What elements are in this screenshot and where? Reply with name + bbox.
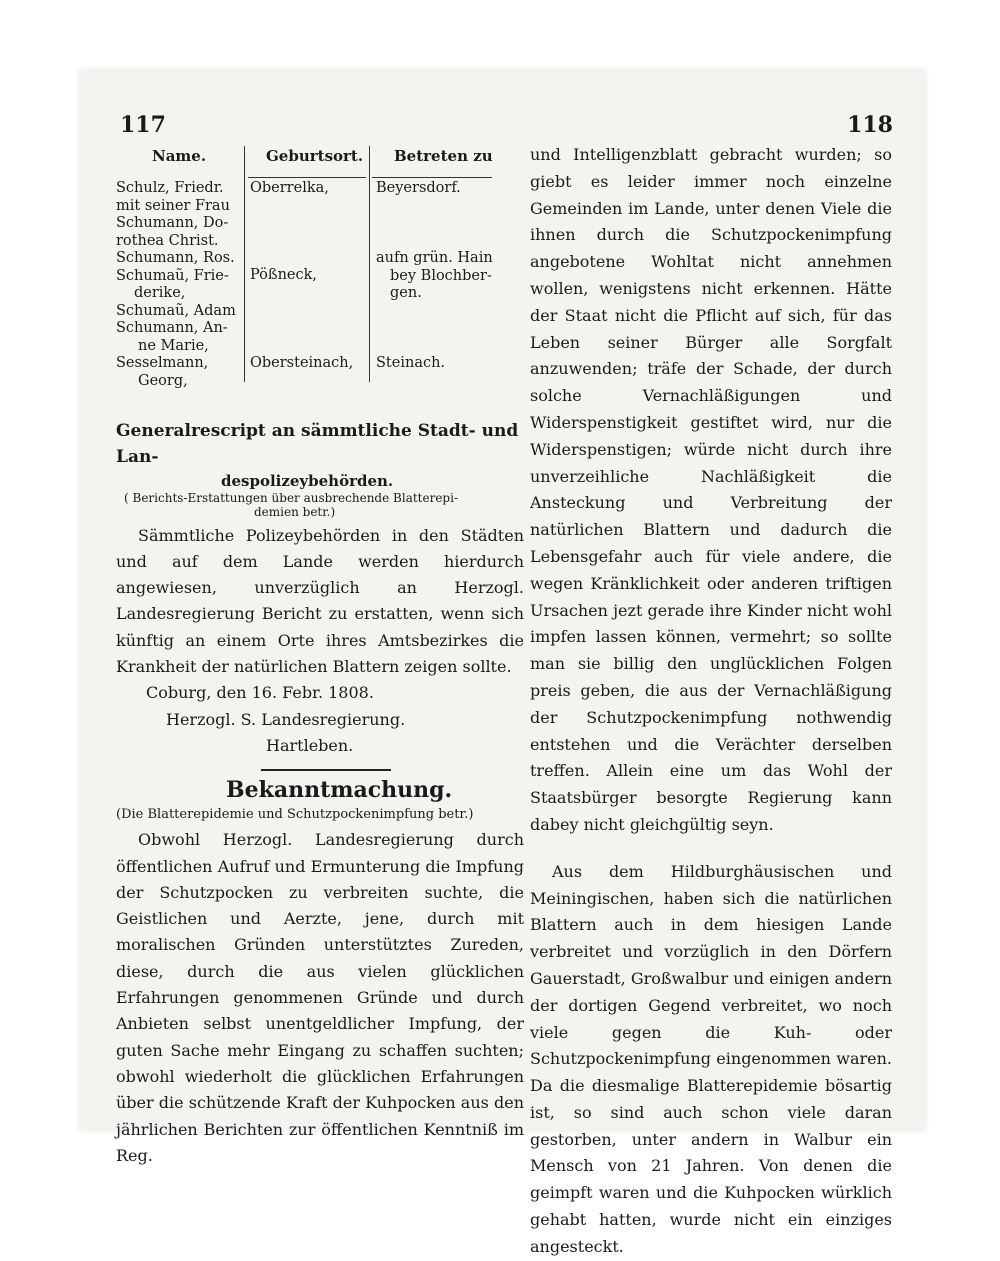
table-row: Schulz, Friedr. mit seiner Frau bbox=[116, 180, 230, 214]
table-rule bbox=[248, 177, 366, 178]
table-cell-found: aufn grün. Hain bey Blochber- gen. bbox=[376, 250, 493, 301]
section-divider bbox=[261, 769, 391, 771]
page-number-right: 118 bbox=[847, 112, 893, 138]
table-rule bbox=[372, 177, 492, 178]
table-divider bbox=[369, 146, 370, 382]
table-header-found: Betreten zu bbox=[394, 147, 493, 165]
rescript-subheading-continued: demien betr.) bbox=[254, 504, 336, 519]
table-row: Sesselmann, Georg, bbox=[116, 355, 209, 389]
table-divider bbox=[244, 146, 245, 382]
right-column bbox=[530, 142, 892, 1261]
left-column bbox=[116, 142, 524, 1169]
rescript-body: Sämmtliche Polizeybehörden in den Städten und auf dem Lande werden hierdurch angewiesen, unverzüglich an Herzogl. Landesregierung Bericht zu erstatten, wenn sich künftig an einem Orte ihres Amtsbezirkes die Krankheit der natürlichen Blattern zeigen sollte. bbox=[116, 525, 524, 677]
bekanntmachung-body-right-2: Aus dem Hildburghäusischen und Meiningischen, haben sich die natürlichen Blattern auch in dem hiesigen Lande verbreitet und vorzüglich in den Dörfern Gauerstadt, Großwalbur und einigen andern der dortigen Gegend verbreitet, wo noch viele gegen die Kuh- oder Schutzpockenimpfung eingenommen waren. Da die diesmalige Blatterepidemie bösartig ist, so sind auch schon viele daran gestorben, unter andern in Walbur ein Mensch von 21 Jahren. Von denen die geimpft waren und die Kuhpocken würklich gehabt hatten, wurde nicht ein einziges angesteckt. bbox=[530, 861, 892, 1256]
rescript-heading-continued: despolizeybehörden. bbox=[221, 471, 394, 490]
document-page bbox=[80, 70, 925, 1256]
table-header-name: Name. bbox=[152, 147, 207, 165]
table-cell-birthplace: Oberrelka, bbox=[250, 180, 329, 196]
persons-table bbox=[116, 142, 496, 392]
paragraph-gap bbox=[530, 839, 892, 859]
table-cell-birthplace: Obersteinach, bbox=[250, 355, 354, 371]
table-cell-found: Steinach. bbox=[376, 355, 446, 371]
page-number-left: 117 bbox=[120, 112, 166, 138]
bekanntmachung-body-left: Obwohl Herzogl. Landesregierung durch öffentlichen Aufruf und Ermunterung die Impfung der Schutzpocken zu verbreiten suchte, die Geistlichen und Aerzte, jene, durch mit moralischen Gründen unterstütztes Zureden, diese, durch die aus vielen glücklichen Erfahrungen genommenen Gründe und durch Anbieten selbst unentgeldlicher Impfung, der guten Sache mehr Eingang zu schaffen suchten; obwohl wiederholt die glücklichen Erfahrungen über die schützende Kraft der Kuhpocken aus den jährlichen Berichten zur öffentlichen Kenntniß im Reg. bbox=[116, 830, 524, 1165]
rescript-subheading: ( Berichts-Erstattungen über ausbrechende Blatterepi- bbox=[124, 490, 459, 505]
table-header-birthplace: Geburtsort. bbox=[266, 147, 364, 165]
bekanntmachung-body-right: und Intelligenzblatt gebracht wurden; so giebt es leider immer noch einzelne Gemeinden im Lande, unter denen Viele die ihnen durch die Schutzpockenimpfung angebotene Wohltat nicht annehmen wollen, wenigstens nicht erkennen. Hätte der Staat nicht die Pflicht auf sich, für das Leben seiner Bürger alle Sorgfalt anzuwenden; träfe der Schade, der durch solche Vernachläßigungen und Widerspenstigkeit gestiftet wird, nur die Widerspenstigen; würde nicht durch ihre unverzeihliche Nachläßigkeit die Ansteckung und Verbreitung der natürlichen Blattern und dadurch die Lebensgefahr auch für viele andere, die wegen Kränklichkeit oder anderen triftigen Ursachen jezt gerade ihre Kinder nicht wohl impfen lassen können, vermehrt; so sollte man sie billig den unglücklichen Folgen preis geben, die aus der Vernachläßigung der Schutzpockenimpfung nothwendig entstehen und die Verächter derselben treffen. Allein eine um das Wohl der Staatsbürger besorgte Regierung kann dabey nicht gleichgültig seyn. bbox=[530, 145, 892, 834]
rescript-authority: Herzogl. S. Landesregierung. bbox=[166, 709, 406, 729]
bekanntmachung-subheading: (Die Blatterepidemie und Schutzpockenimpfung betr.) bbox=[116, 807, 474, 823]
table-cell-birthplace: Pößneck, bbox=[250, 267, 318, 283]
rescript-place-date: Coburg, den 16. Febr. 1808. bbox=[146, 683, 374, 703]
table-row: Schumann, Do- rothea Christ. Schumann, Ros. Schumaũ, Frie- derike, Schumaũ, Adam Schumann, An- ne Marie, bbox=[116, 215, 236, 354]
rescript-heading: Generalrescript an sämmtliche Stadt- und Lan- bbox=[116, 421, 519, 468]
bekanntmachung-heading: Bekanntmachung. bbox=[226, 777, 453, 804]
rescript-signature: Hartleben. bbox=[266, 735, 354, 755]
table-cell-found: Beyersdorf. bbox=[376, 180, 461, 196]
